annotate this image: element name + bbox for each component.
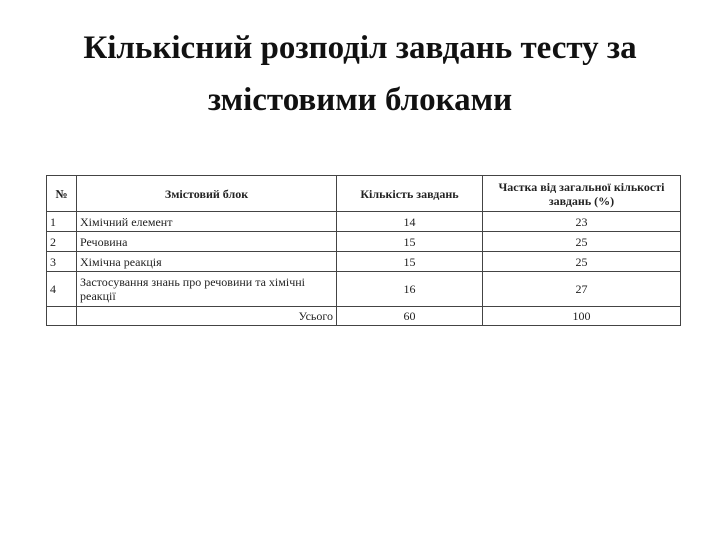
row-num: 1 xyxy=(47,212,77,232)
content-table-container xyxy=(46,175,680,326)
header-count: Кількість завдань xyxy=(337,176,483,212)
table-row xyxy=(47,212,681,232)
total-share: 100 xyxy=(483,307,681,326)
table-header-row xyxy=(47,176,681,212)
header-share: Частка від загальної кількості завдань (%) xyxy=(483,176,681,212)
row-block: Речовина xyxy=(77,232,337,252)
slide-title xyxy=(0,22,720,126)
row-share: 27 xyxy=(483,272,681,307)
row-count: 15 xyxy=(337,252,483,272)
row-num: 2 xyxy=(47,232,77,252)
total-count: 60 xyxy=(337,307,483,326)
row-count: 14 xyxy=(337,212,483,232)
row-share: 25 xyxy=(483,252,681,272)
table-total-row xyxy=(47,307,681,326)
row-share: 23 xyxy=(483,212,681,232)
header-block: Змістовий блок xyxy=(77,176,337,212)
row-share: 25 xyxy=(483,232,681,252)
row-block: Застосування знань про речовини та хімічні реакції xyxy=(77,272,337,307)
total-label: Усього xyxy=(77,307,337,326)
header-num: № xyxy=(47,176,77,212)
slide-title-line-2: змістовими блоками xyxy=(207,82,513,118)
row-count: 16 xyxy=(337,272,483,307)
row-num: 4 xyxy=(47,272,77,307)
row-num: 3 xyxy=(47,252,77,272)
row-block: Хімічний елемент xyxy=(77,212,337,232)
slide-title-line-1: Кількісний розподіл завдань тесту за xyxy=(83,30,637,66)
content-distribution-table xyxy=(46,175,681,326)
table-row xyxy=(47,232,681,252)
row-block: Хімічна реакція xyxy=(77,252,337,272)
table-row xyxy=(47,252,681,272)
table-row xyxy=(47,272,681,307)
total-blank-cell xyxy=(47,307,77,326)
row-count: 15 xyxy=(337,232,483,252)
